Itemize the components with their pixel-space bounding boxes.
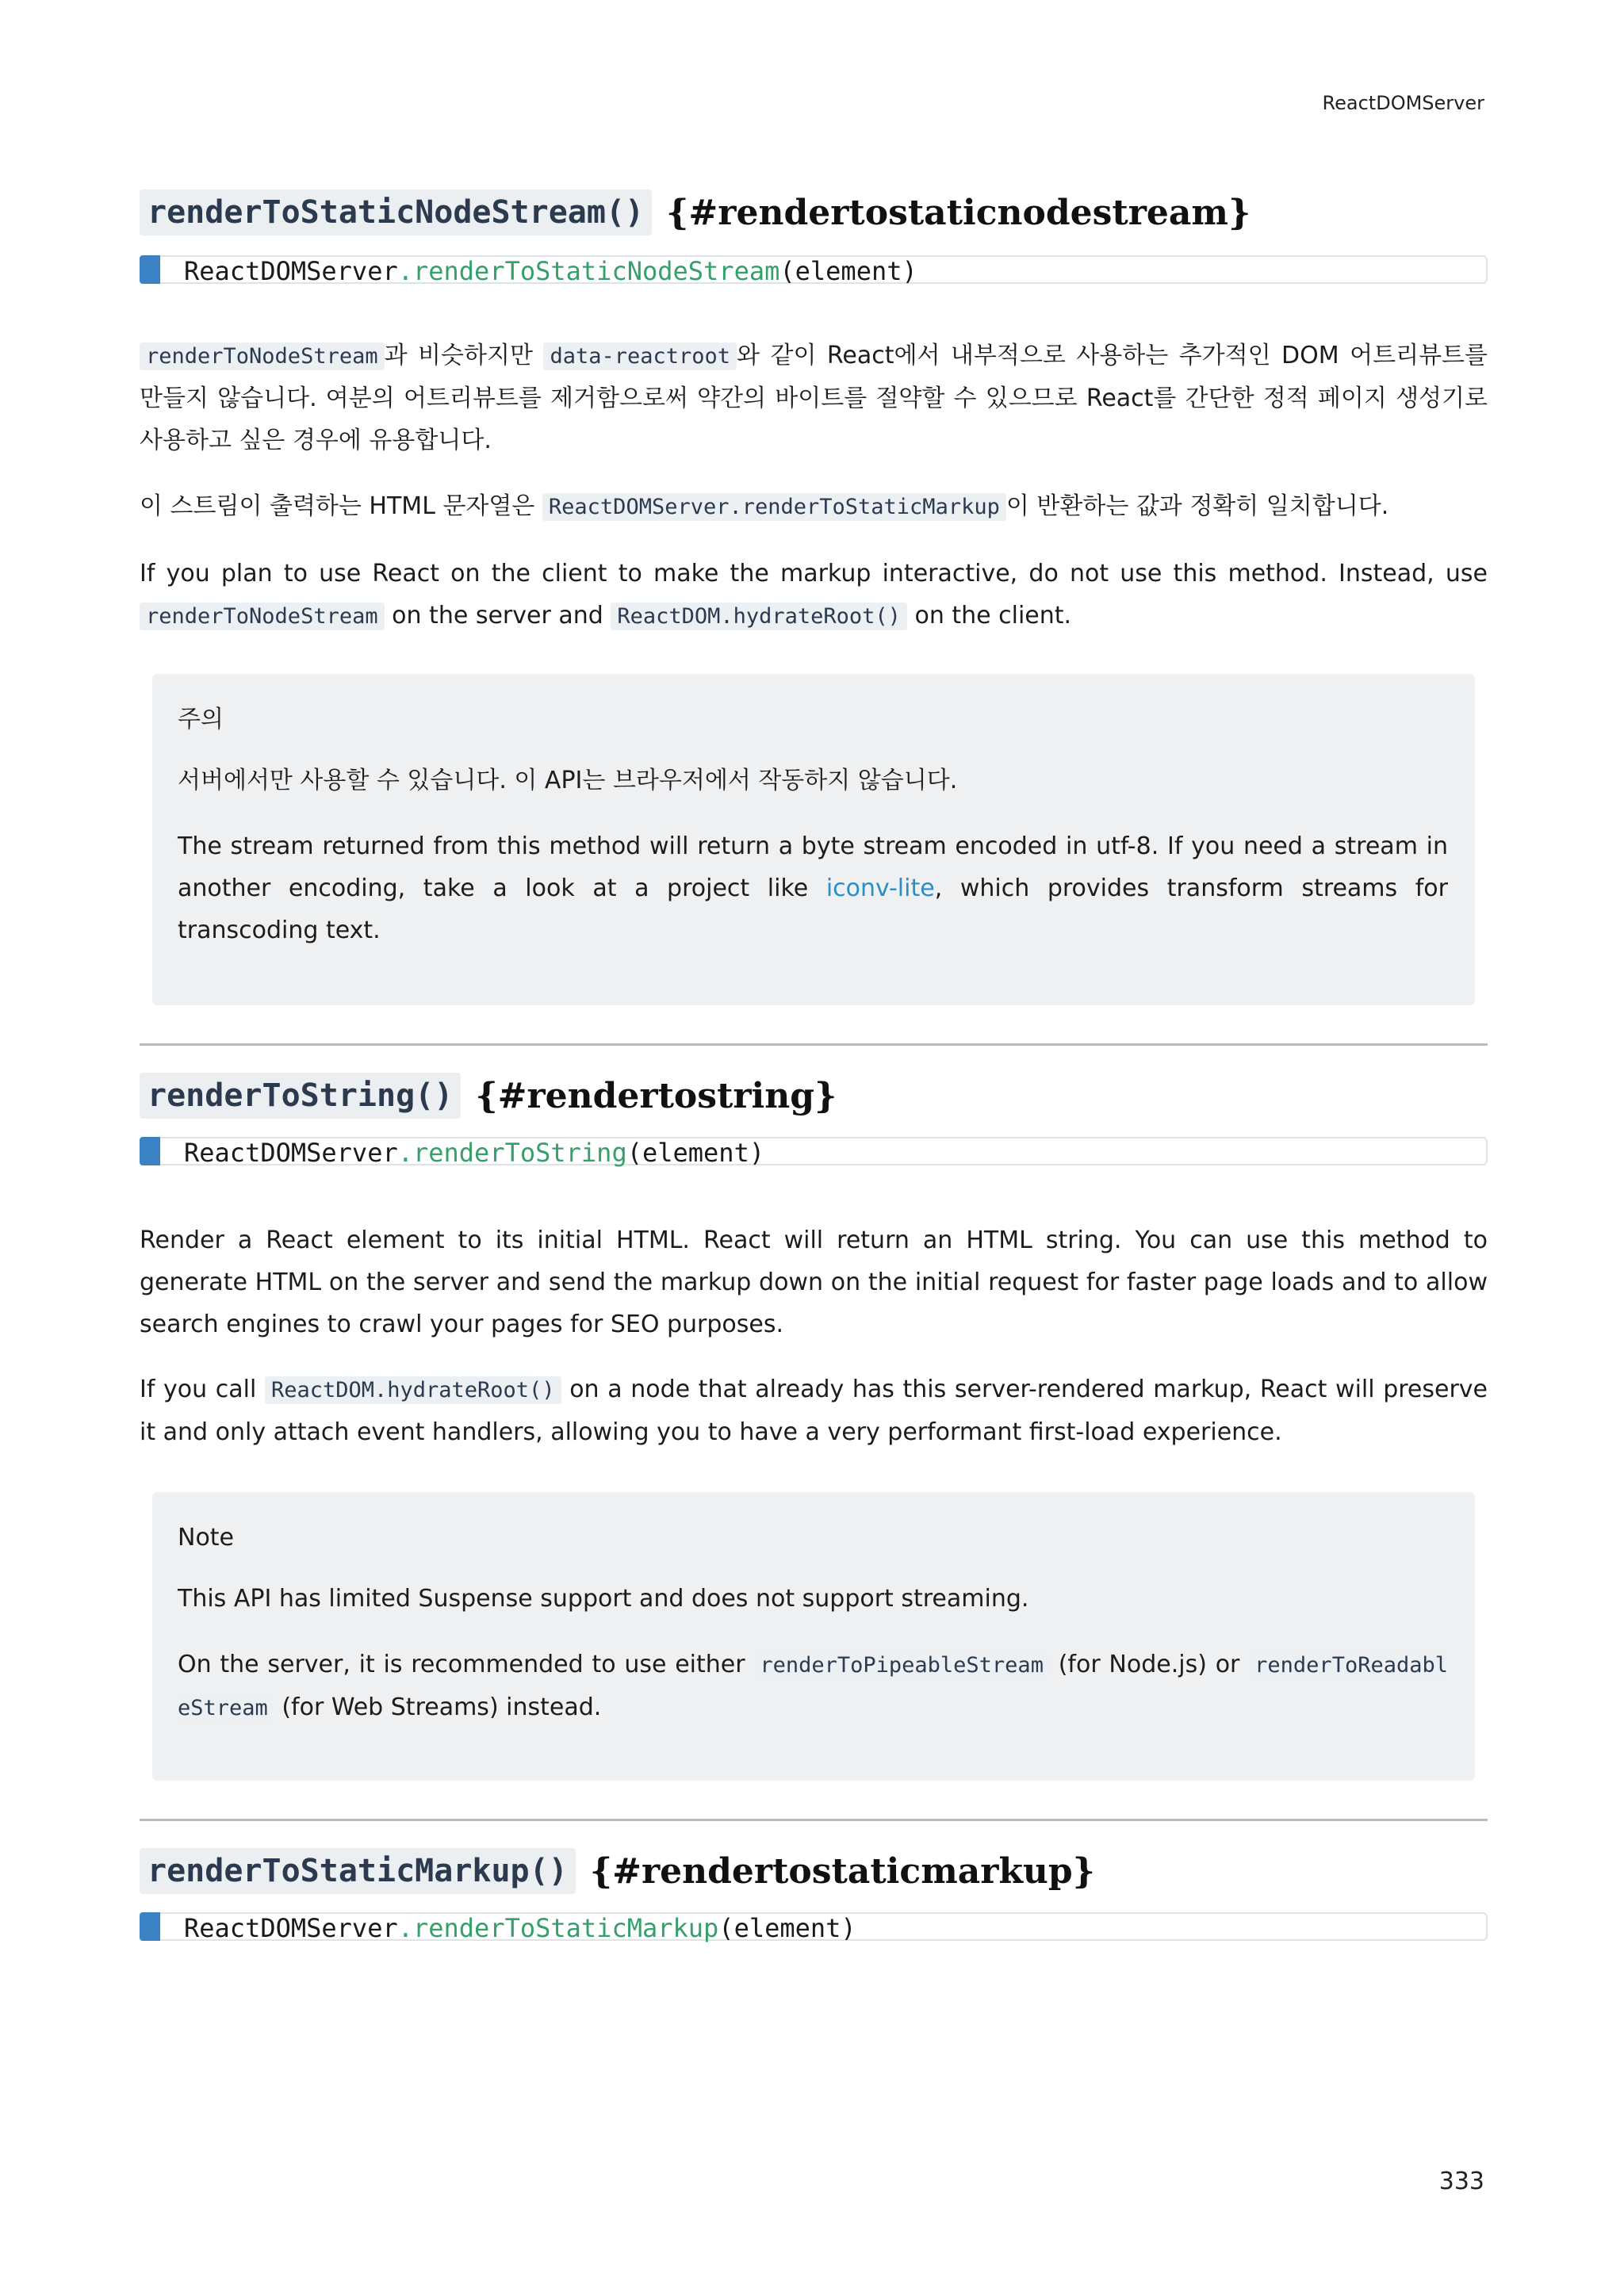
inline-code: renderToReadableStream bbox=[178, 1653, 1448, 1720]
signature-code-block bbox=[140, 1137, 1488, 1168]
section-heading bbox=[140, 1846, 1488, 1896]
text: 과 비슷하지만 bbox=[384, 342, 544, 369]
signature-code-block bbox=[140, 1912, 1488, 1941]
code-argument: (element) bbox=[779, 256, 917, 286]
note-title: 주의 bbox=[178, 706, 224, 733]
section-divider bbox=[140, 1043, 1488, 1046]
text: On the server, it is recommended to use either bbox=[178, 1651, 754, 1678]
note-paragraph: 서버에서만 사용할 수 있습니다. 이 API는 브라우저에서 작동하지 않습니다. bbox=[178, 767, 958, 794]
section-heading bbox=[140, 1070, 1488, 1121]
section-divider bbox=[140, 1819, 1488, 1821]
code-function: .renderToString bbox=[397, 1138, 627, 1168]
inline-code: ReactDOMServer.renderToStaticMarkup bbox=[542, 493, 1006, 521]
heading-code: renderToStaticNodeStream() bbox=[140, 189, 652, 235]
note-title: Note bbox=[178, 1524, 235, 1552]
text: on a node that already has this server-rendered markup, React will preserve it and only attach event handlers, allowing you to have a very performant first-load experience. bbox=[140, 1376, 1488, 1446]
inline-code: renderToNodeStream bbox=[140, 342, 385, 370]
text: 와 같이 React에서 내부적으로 사용하는 추가적인 DOM 어트리뷰트를 만들지 않습니다. 여분의 어트리뷰트를 제거함으로써 약간의 바이트를 절약할 수 있으므로 React를 간단한 정적 페이지 생성기로 사용하고 싶은 경우에 유용합니다. bbox=[140, 342, 1488, 454]
code-marker bbox=[140, 1912, 160, 1941]
paragraph bbox=[140, 335, 1488, 461]
section-render-to-string bbox=[140, 1070, 1488, 1168]
inline-code: renderToPipeableStream bbox=[753, 1651, 1050, 1679]
text: 이 반환하는 값과 정확히 일치합니다. bbox=[1005, 492, 1389, 520]
text: If you call bbox=[140, 1376, 265, 1403]
paragraph: Render a React element to its initial HTML. React will return an HTML string. You can use this method to generate HTML on the server and send the markup down on the initial request for faster page loads and to allow search engines to crawl your pages for SEO purposes. bbox=[140, 1226, 1488, 1338]
code-argument: (element) bbox=[626, 1138, 765, 1168]
signature-code-block bbox=[140, 255, 1488, 284]
code-object: ReactDOMServer bbox=[184, 256, 398, 286]
section-render-to-static-node-stream bbox=[140, 187, 1488, 284]
text: (for Web Streams) instead. bbox=[274, 1693, 602, 1721]
text: 이 스트림이 출력하는 HTML 문자열은 bbox=[140, 492, 542, 520]
text: (for Node.js) or bbox=[1049, 1651, 1249, 1678]
page-number: 333 bbox=[1438, 2168, 1484, 2195]
paragraph bbox=[140, 485, 1488, 528]
inline-code: ReactDOM.hydrateRoot() bbox=[611, 603, 907, 630]
note-paragraph bbox=[178, 1644, 1448, 1729]
note-box bbox=[152, 674, 1475, 1005]
inline-code: renderToNodeStream bbox=[140, 603, 385, 630]
heading-anchor: {#rendertostaticnodestream} bbox=[666, 192, 1251, 233]
text: on the server and bbox=[384, 602, 611, 629]
code-object: ReactDOMServer bbox=[184, 1913, 398, 1943]
running-header: ReactDOMServer bbox=[1322, 92, 1484, 114]
paragraph bbox=[140, 1368, 1488, 1453]
inline-code: ReactDOM.hydrateRoot() bbox=[265, 1376, 561, 1404]
code-marker bbox=[140, 1137, 160, 1165]
section-render-to-static-markup bbox=[140, 1846, 1488, 1941]
heading-code: renderToStaticMarkup() bbox=[140, 1848, 576, 1894]
paragraph bbox=[140, 553, 1488, 637]
code-argument: (element) bbox=[718, 1913, 856, 1943]
text: on the client. bbox=[906, 602, 1072, 629]
text: , which provides transform streams for transcoding text. bbox=[178, 874, 1448, 944]
section-heading bbox=[140, 187, 1488, 238]
heading-code: renderToString() bbox=[140, 1073, 461, 1119]
note-paragraph: This API has limited Suspense support and does not support streaming. bbox=[178, 1585, 1029, 1613]
text: The stream returned from this method will return a byte stream encoded in utf-8. If you need a stream in another encoding, take a look at a project like bbox=[178, 832, 1448, 902]
code-function: .renderToStaticMarkup bbox=[397, 1913, 719, 1943]
code-object: ReactDOMServer bbox=[184, 1138, 398, 1168]
inline-code: data-reactroot bbox=[543, 342, 737, 370]
text: If you plan to use React on the client to make the markup interactive, do not use this method. Instead, use bbox=[140, 560, 1488, 587]
code-marker bbox=[140, 255, 160, 284]
iconv-lite-link[interactable]: iconv-lite bbox=[825, 874, 935, 902]
note-box bbox=[152, 1492, 1475, 1781]
heading-anchor: {#rendertostaticmarkup} bbox=[589, 1850, 1095, 1892]
code-function: .renderToStaticNodeStream bbox=[397, 256, 780, 286]
heading-anchor: {#rendertostring} bbox=[475, 1075, 837, 1116]
note-paragraph bbox=[178, 825, 1448, 951]
